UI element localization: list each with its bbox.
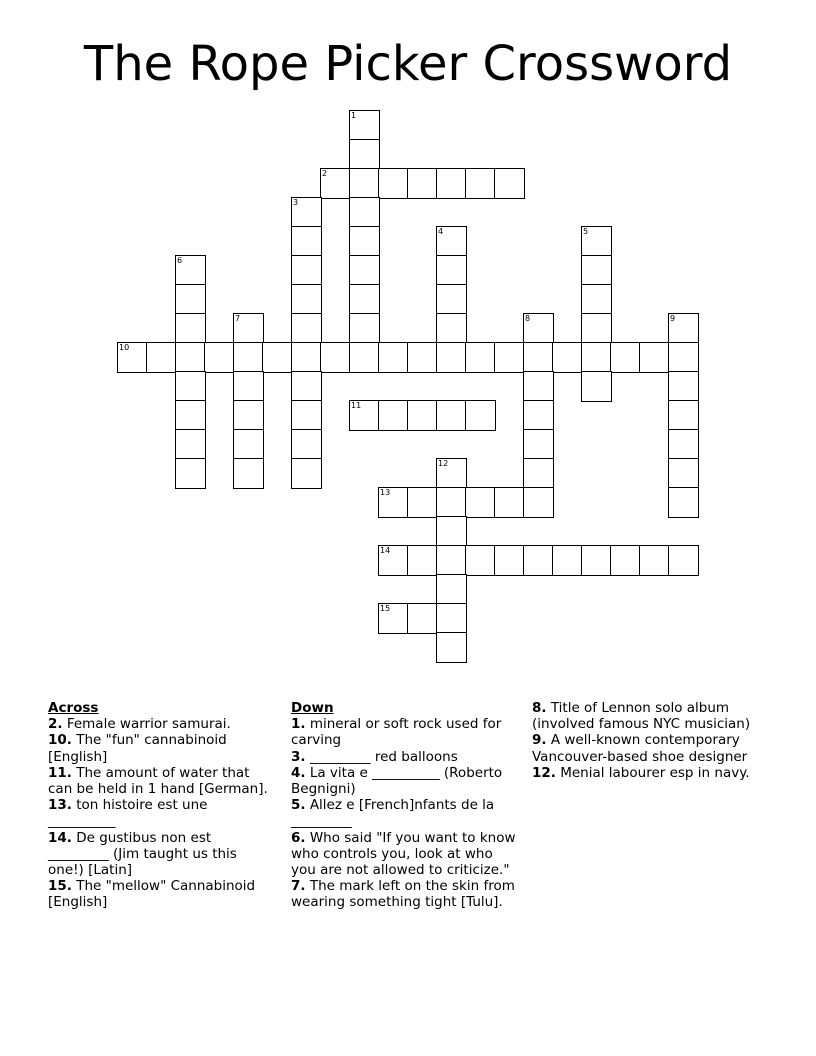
- grid-cell[interactable]: [349, 284, 380, 315]
- clue-item[interactable]: [291, 878, 521, 910]
- clue-item[interactable]: [48, 716, 273, 732]
- grid-cell[interactable]: [668, 458, 699, 489]
- clue-text: The "fun" cannabinoid [English]: [48, 732, 227, 765]
- clue-item[interactable]: [291, 716, 521, 748]
- grid-cell[interactable]: [465, 545, 496, 576]
- cell-number: 2: [322, 169, 328, 178]
- clue-text: mineral or soft rock used for carving: [291, 716, 502, 749]
- clue-number: 4.: [291, 764, 306, 781]
- grid-cell[interactable]: [175, 371, 206, 402]
- grid-cell[interactable]: [175, 255, 206, 286]
- grid-cell[interactable]: [523, 371, 554, 402]
- cell-number: 1: [351, 111, 357, 120]
- clue-number: 2.: [48, 716, 63, 733]
- grid-cell[interactable]: [639, 342, 670, 373]
- clue-text: Female warrior samurai.: [62, 716, 231, 733]
- grid-cell[interactable]: [291, 197, 322, 228]
- grid-cell[interactable]: [146, 342, 177, 373]
- grid-cell[interactable]: [291, 458, 322, 489]
- down-heading: Down: [291, 700, 334, 716]
- cell-number: 13: [380, 488, 391, 497]
- grid-cell[interactable]: [552, 545, 583, 576]
- clue-number: 5.: [291, 797, 306, 814]
- cell-number: 5: [583, 227, 589, 236]
- clue-item[interactable]: [48, 765, 273, 797]
- grid-cell[interactable]: [523, 313, 554, 344]
- grid-cell[interactable]: [523, 545, 554, 576]
- grid-cell[interactable]: [204, 342, 235, 373]
- grid-cell[interactable]: [175, 429, 206, 460]
- grid-cell[interactable]: [465, 400, 496, 431]
- grid-cell[interactable]: [291, 313, 322, 344]
- grid-cell[interactable]: [668, 545, 699, 576]
- grid-cell[interactable]: [436, 168, 467, 199]
- grid-cell[interactable]: [349, 139, 380, 170]
- clue-number: 12.: [532, 764, 556, 781]
- grid-cell[interactable]: [436, 574, 467, 605]
- clue-text: _________ red balloons: [305, 748, 458, 765]
- clue-item[interactable]: [291, 765, 521, 797]
- clue-text: Title of Lennon solo album (involved famous NYC musician): [532, 700, 751, 733]
- clue-item[interactable]: [48, 732, 273, 764]
- grid-cell[interactable]: [378, 342, 409, 373]
- grid-cell[interactable]: [349, 400, 380, 431]
- down-clues-continued: [532, 700, 772, 781]
- grid-cell[interactable]: [436, 226, 467, 257]
- grid-cell[interactable]: [407, 400, 438, 431]
- grid-cell[interactable]: [262, 342, 293, 373]
- grid-cell[interactable]: [175, 458, 206, 489]
- clue-item[interactable]: [291, 797, 521, 829]
- clue-item[interactable]: [48, 797, 273, 829]
- grid-cell[interactable]: [349, 342, 380, 373]
- grid-cell[interactable]: [349, 197, 380, 228]
- grid-cell[interactable]: [552, 342, 583, 373]
- clue-item[interactable]: [532, 732, 772, 764]
- cell-number: 14: [380, 546, 391, 555]
- grid-cell[interactable]: [349, 313, 380, 344]
- grid-cell[interactable]: [436, 603, 467, 634]
- clue-text: The amount of water that can be held in 1 hand [German].: [48, 764, 268, 798]
- clue-text: Menial labourer esp in navy.: [555, 764, 750, 781]
- grid-cell[interactable]: [233, 458, 264, 489]
- grid-cell[interactable]: [175, 400, 206, 431]
- grid-cell[interactable]: [407, 603, 438, 634]
- clue-text: The mark left on the skin from wearing something tight [Tulu].: [291, 878, 515, 911]
- clue-number: 3.: [291, 748, 306, 765]
- grid-cell[interactable]: [407, 168, 438, 199]
- clue-text: Who said "If you want to know who controls you, look at who you are not allowed to criticize.": [291, 829, 516, 879]
- grid-cell[interactable]: [291, 284, 322, 315]
- grid-cell[interactable]: [436, 632, 467, 663]
- cell-number: 11: [351, 401, 362, 410]
- grid-cell[interactable]: [349, 110, 380, 141]
- clue-item[interactable]: [48, 878, 273, 910]
- clue-item[interactable]: [291, 749, 521, 765]
- grid-cell[interactable]: [581, 371, 612, 402]
- grid-cell[interactable]: [233, 429, 264, 460]
- grid-cell[interactable]: [291, 255, 322, 286]
- clue-number: 9.: [532, 732, 547, 749]
- clue-number: 10.: [48, 732, 72, 749]
- grid-cell[interactable]: [436, 400, 467, 431]
- clue-number: 7.: [291, 878, 306, 895]
- grid-cell[interactable]: [523, 400, 554, 431]
- grid-cell[interactable]: [291, 371, 322, 402]
- grid-cell[interactable]: [581, 313, 612, 344]
- grid-cell[interactable]: [610, 545, 641, 576]
- grid-cell[interactable]: [494, 545, 525, 576]
- grid-cell[interactable]: [233, 313, 264, 344]
- clue-item[interactable]: [291, 830, 521, 879]
- grid-cell[interactable]: [668, 371, 699, 402]
- page-title: The Rope Picker Crossword: [83, 36, 733, 92]
- clue-text: A well-known contemporary Vancouver-based shoe designer: [532, 732, 748, 765]
- cell-number: 3: [293, 198, 299, 207]
- grid-cell[interactable]: [320, 168, 351, 199]
- grid-cell[interactable]: [175, 342, 206, 373]
- grid-cell[interactable]: [436, 342, 467, 373]
- grid-cell[interactable]: [291, 342, 322, 373]
- clue-number: 13.: [48, 797, 72, 814]
- grid-cell[interactable]: [291, 429, 322, 460]
- grid-cell[interactable]: [349, 255, 380, 286]
- clue-item[interactable]: [532, 700, 772, 732]
- clue-number: 15.: [48, 878, 72, 895]
- cell-number: 8: [525, 314, 531, 323]
- grid-cell[interactable]: [581, 545, 612, 576]
- clue-item[interactable]: [48, 830, 273, 879]
- grid-cell[interactable]: [523, 487, 554, 518]
- grid-cell[interactable]: [378, 545, 409, 576]
- grid-cell[interactable]: [436, 516, 467, 547]
- grid-cell[interactable]: [233, 371, 264, 402]
- clue-item[interactable]: [532, 765, 772, 781]
- grid-cell[interactable]: [494, 342, 525, 373]
- grid-cell[interactable]: [465, 168, 496, 199]
- across-heading: Across: [48, 700, 99, 716]
- cell-number: 10: [119, 343, 130, 352]
- grid-cell[interactable]: [175, 284, 206, 315]
- grid-cell[interactable]: [378, 400, 409, 431]
- grid-cell[interactable]: [581, 226, 612, 257]
- grid-cell[interactable]: [291, 400, 322, 431]
- grid-cell[interactable]: [233, 342, 264, 373]
- grid-cell[interactable]: [581, 255, 612, 286]
- clue-number: 1.: [291, 716, 306, 733]
- grid-cell[interactable]: [494, 487, 525, 518]
- grid-cell[interactable]: [668, 487, 699, 518]
- grid-cell[interactable]: [668, 400, 699, 431]
- grid-cell[interactable]: [117, 342, 148, 373]
- grid-cell[interactable]: [436, 458, 467, 489]
- cell-number: 7: [235, 314, 241, 323]
- grid-cell[interactable]: [668, 342, 699, 373]
- grid-cell[interactable]: [407, 545, 438, 576]
- down-clues: [291, 700, 521, 911]
- grid-cell[interactable]: [349, 168, 380, 199]
- grid-cell[interactable]: [349, 226, 380, 257]
- grid-cell[interactable]: [465, 487, 496, 518]
- grid-cell[interactable]: [523, 342, 554, 373]
- grid-cell[interactable]: [378, 168, 409, 199]
- grid-cell[interactable]: [668, 429, 699, 460]
- clue-text: ton histoire est une __________: [48, 797, 208, 830]
- cell-number: 12: [438, 459, 449, 468]
- grid-cell[interactable]: [291, 226, 322, 257]
- grid-cell[interactable]: [523, 458, 554, 489]
- grid-cell[interactable]: [233, 400, 264, 431]
- across-clues: [48, 700, 273, 911]
- grid-cell[interactable]: [581, 342, 612, 373]
- grid-cell[interactable]: [175, 313, 206, 344]
- grid-cell[interactable]: [378, 487, 409, 518]
- grid-cell[interactable]: [523, 429, 554, 460]
- grid-cell[interactable]: [465, 342, 496, 373]
- cell-number: 15: [380, 604, 391, 613]
- clue-text: Allez e [French]nfants de la _________: [291, 797, 495, 830]
- grid-cell[interactable]: [407, 487, 438, 518]
- grid-cell[interactable]: [436, 487, 467, 518]
- clue-number: 14.: [48, 829, 72, 846]
- grid-cell[interactable]: [639, 545, 670, 576]
- clue-number: 8.: [532, 700, 547, 716]
- grid-cell[interactable]: [610, 342, 641, 373]
- grid-cell[interactable]: [320, 342, 351, 373]
- clue-text: La vita e __________ (Roberto Begnigni): [291, 764, 503, 798]
- clue-text: De gustibus non est _________ (Jim taught us this one!) [Latin]: [48, 829, 237, 879]
- grid-cell[interactable]: [436, 545, 467, 576]
- grid-cell[interactable]: [668, 313, 699, 344]
- clue-number: 11.: [48, 764, 72, 781]
- grid-cell[interactable]: [407, 342, 438, 373]
- grid-cell[interactable]: [581, 284, 612, 315]
- grid-cell[interactable]: [436, 255, 467, 286]
- grid-cell[interactable]: [436, 313, 467, 344]
- cell-number: 9: [670, 314, 676, 323]
- grid-cell[interactable]: [436, 284, 467, 315]
- clue-text: The "mellow" Cannabinoid [English]: [48, 878, 256, 911]
- grid-cell[interactable]: [378, 603, 409, 634]
- clue-number: 6.: [291, 829, 306, 846]
- cell-number: 6: [177, 256, 183, 265]
- grid-cell[interactable]: [494, 168, 525, 199]
- cell-number: 4: [438, 227, 444, 236]
